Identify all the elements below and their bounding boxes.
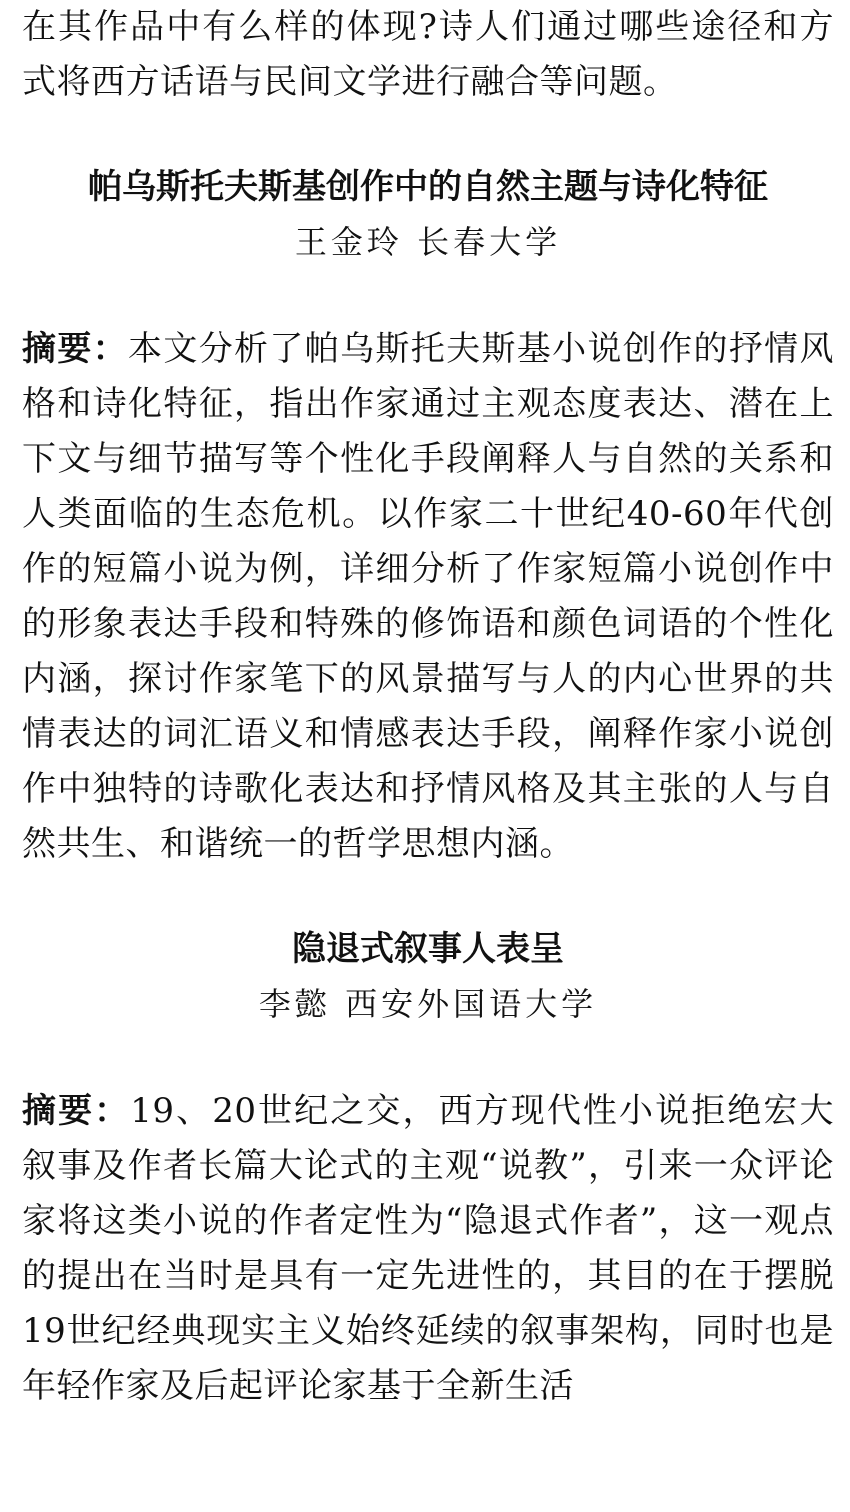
abstract-label: 摘要： — [22, 1091, 131, 1131]
spacer — [22, 872, 834, 922]
article-abstract — [22, 322, 834, 872]
article-author: 王金玲 长春大学 — [294, 223, 562, 261]
article-1 — [22, 160, 834, 872]
article-2 — [22, 922, 834, 1414]
document-page — [22, 0, 834, 1414]
spacer — [22, 270, 834, 322]
article-title: 隐退式叙事人表呈 — [292, 929, 564, 969]
spacer — [22, 1032, 834, 1084]
spacer — [22, 110, 834, 160]
article-title: 帕乌斯托夫斯基创作中的自然主题与诗化特征 — [88, 167, 768, 207]
intro-paragraph: 在其作品中有么样的体现?诗人们通过哪些途径和方式将西方话语与民间文学进行融合等问题。 — [22, 7, 834, 102]
article-author: 李懿 西安外国语大学 — [258, 985, 598, 1023]
abstract-text: 本文分析了帕乌斯托夫斯基小说创作的抒情风格和诗化特征，指出作家通过主观态度表达、潜在上下文与细节描写等个性化手段阐释人与自然的关系和人类面临的生态危机。以作家二十世纪40-60年代创作的短篇小说为例，详细分析了作家短篇小说创作中的形象表达手段和特殊的修饰语和颜色词语的个性化内涵，探讨作家笔下的风景描写与人的内心世界的共情表达的词汇语义和情感表达手段，阐释作家小说创作中独特的诗歌化表达和抒情风格及其主张的人与自然共生、和谐统一的哲学思想内涵。 — [22, 329, 835, 864]
article-abstract — [22, 1084, 834, 1414]
abstract-text: 19、20世纪之交，西方现代性小说拒绝宏大叙事及作者长篇大论式的主观“说教”，引来一众评论家将这类小说的作者定性为“隐退式作者”，这一观点的提出在当时是具有一定先进性的，其目的在于摆脱19世纪经典现实主义始终延续的叙事架构，同时也是年轻作家及后起评论家基于全新生活 — [22, 1091, 834, 1406]
abstract-label: 摘要： — [22, 329, 129, 369]
